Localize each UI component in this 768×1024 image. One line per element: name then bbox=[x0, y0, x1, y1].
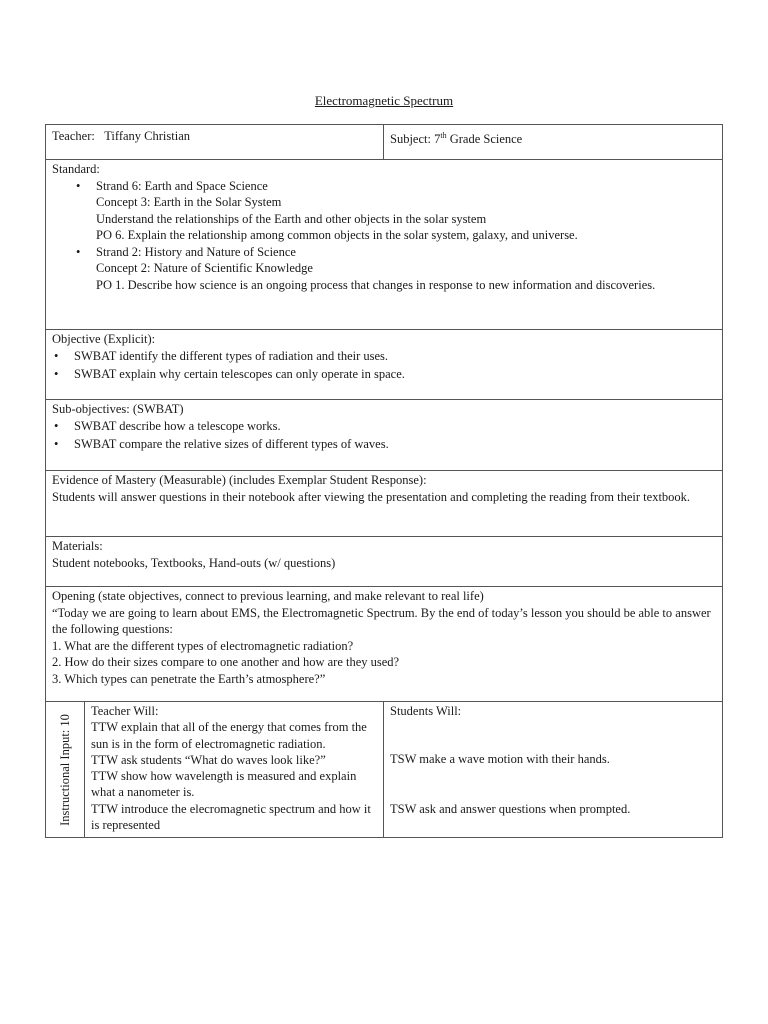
materials-label: Materials: bbox=[52, 539, 103, 553]
subject-sup: th bbox=[440, 131, 447, 140]
teacher-will-cell bbox=[85, 702, 384, 837]
teacher-will-item: TTW show how wavelength is measured and explain what a nanometer is. bbox=[91, 769, 357, 800]
objective-section bbox=[46, 329, 722, 399]
opening-label: Opening (state objectives, connect to previous learning, and make relevant to real life) bbox=[52, 589, 484, 603]
opening-question: 2. How do their sizes compare to one another and how are they used? bbox=[52, 655, 400, 669]
teacher-will-label: Teacher Will: bbox=[91, 704, 159, 718]
standard-item-head: Strand 6: Earth and Space Science bbox=[96, 178, 268, 193]
standard-item bbox=[52, 244, 716, 261]
subobjectives-list bbox=[52, 418, 716, 453]
standard-item-head: Strand 2: History and Nature of Science bbox=[96, 244, 296, 259]
teacher-name: Tiffany Christian bbox=[104, 129, 190, 143]
subject-suffix: Grade Science bbox=[446, 132, 523, 147]
teacher-will-item: TTW explain that all of the energy that comes from the sun is in the form of electromagnetic radiation. bbox=[91, 720, 367, 751]
opening-section bbox=[46, 586, 722, 701]
teacher-will-item: TTW ask students “What do waves look like?” bbox=[91, 752, 326, 767]
instructional-side-label bbox=[46, 702, 85, 837]
materials-text: Student notebooks, Textbooks, Hand-outs (w/ questions) bbox=[52, 555, 336, 570]
standard-line: Concept 2: Nature of Scientific Knowledge bbox=[96, 261, 313, 275]
instructional-section bbox=[46, 701, 722, 837]
standard-list bbox=[52, 178, 716, 195]
opening-question: 3. Which types can penetrate the Earth’s atmosphere?” bbox=[52, 671, 326, 686]
teacher-cell bbox=[46, 125, 384, 159]
objective-label: Objective (Explicit): bbox=[52, 332, 156, 346]
standard-section bbox=[46, 159, 722, 329]
standard-item bbox=[52, 178, 716, 195]
subobjectives-label: Sub-objectives: (SWBAT) bbox=[52, 402, 184, 416]
objective-item: • SWBAT explain why certain telescopes can only operate in space. bbox=[52, 366, 716, 383]
subobjective-item: • SWBAT compare the relative sizes of different types of waves. bbox=[52, 436, 716, 453]
subject-cell bbox=[384, 125, 722, 159]
subobjectives-section bbox=[46, 399, 722, 470]
teacher-will-item: TTW introduce the elecromagnetic spectrum and how it is represented bbox=[91, 801, 371, 833]
students-will-item: TSW ask and answer questions when prompted. bbox=[390, 801, 631, 816]
evidence-section bbox=[46, 470, 722, 536]
students-will-cell bbox=[384, 702, 722, 837]
standard-line: PO 6. Explain the relationship among common objects in the solar system, galaxy, and universe. bbox=[96, 228, 578, 242]
students-will-label: Students Will: bbox=[390, 704, 462, 718]
objective-item: • SWBAT identify the different types of radiation and their uses. bbox=[52, 348, 716, 365]
instructional-vertical-text: Instructional Input: 10 bbox=[57, 713, 72, 826]
standard-list bbox=[52, 244, 716, 261]
evidence-text: Students will answer questions in their notebook after viewing the presentation and completing the reading from their textbook. bbox=[52, 489, 691, 504]
lesson-plan-table bbox=[45, 124, 723, 838]
document-title: Electromagnetic Spectrum bbox=[314, 93, 454, 108]
standard-line: PO 1. Describe how science is an ongoing process that changes in response to new information and discoveries. bbox=[96, 277, 656, 292]
objective-list bbox=[52, 348, 716, 383]
materials-section bbox=[46, 536, 722, 586]
evidence-label: Evidence of Mastery (Measurable) (includes Exemplar Student Response): bbox=[52, 473, 427, 487]
subobjective-item: • SWBAT describe how a telescope works. bbox=[52, 418, 716, 435]
opening-quote: “Today we are going to learn about EMS, the Electromagnetic Spectrum. By the end of today’s lesson you should be able to answer the following questions: bbox=[52, 605, 711, 636]
standard-line: Understand the relationships of the Earth and other objects in the solar system bbox=[96, 211, 487, 226]
standard-line: Concept 3: Earth in the Solar System bbox=[96, 195, 282, 209]
teacher-label: Teacher: bbox=[52, 129, 95, 143]
students-will-item: TSW make a wave motion with their hands. bbox=[390, 752, 610, 767]
header-row bbox=[46, 125, 722, 159]
standard-label: Standard: bbox=[52, 162, 100, 176]
opening-question: 1. What are the different types of electromagnetic radiation? bbox=[52, 638, 354, 653]
subject-prefix: Subject: 7 bbox=[390, 132, 441, 147]
